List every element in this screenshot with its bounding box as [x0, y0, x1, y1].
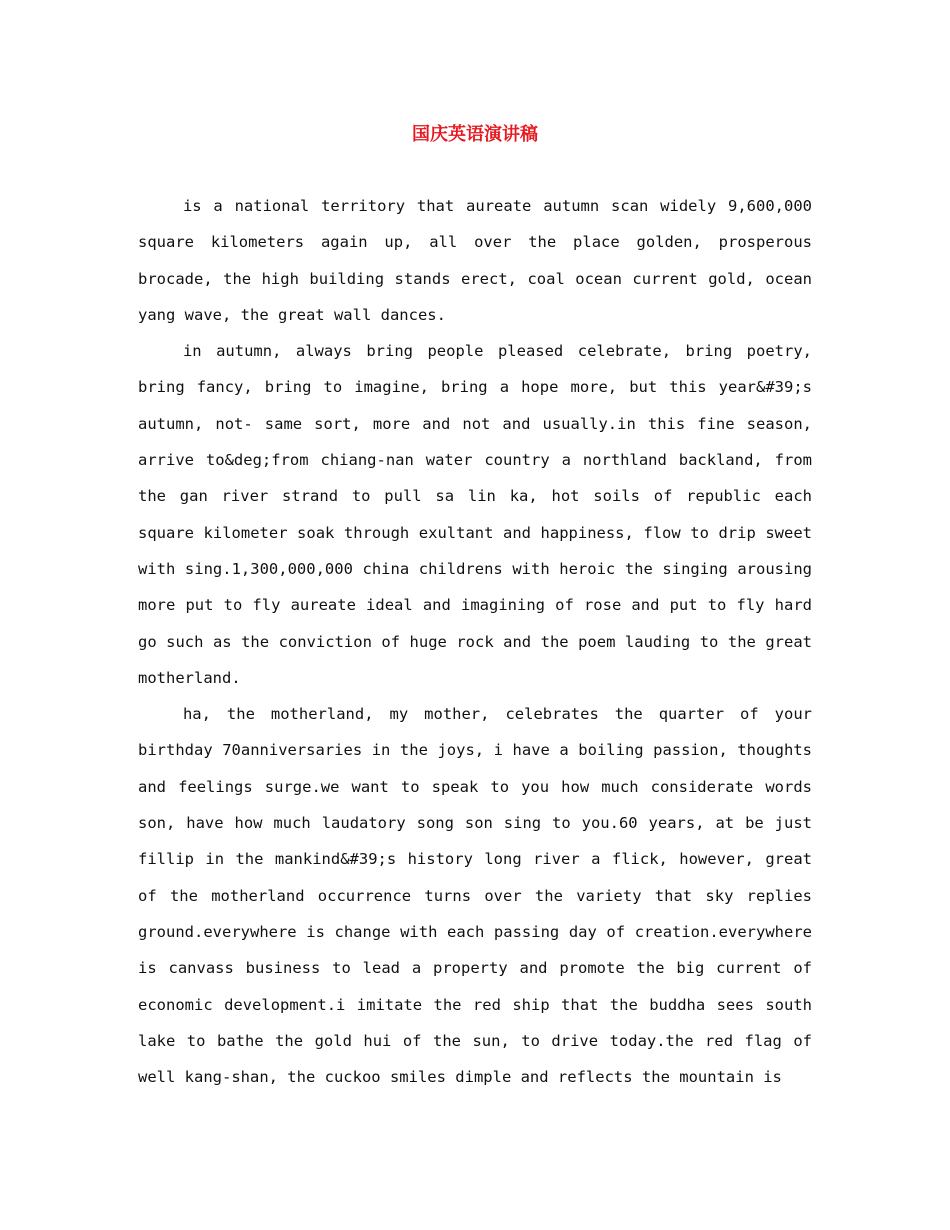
document-body	[138, 188, 812, 1095]
paragraph-3: ha, the motherland, my mother, celebrates the quarter of your birthday 70anniversaries in the joys, i have a boiling passion, thoughts and feelings surge.we want to speak to you how much considerate words son, have how much laudatory song son sing to you.60 years, at be just fillip in the mankind&#39;s history long river a flick, however, great of the motherland occurrence turns over the variety that sky replies ground.everywhere is change with each passing day of creation.everywhere is canvass business to lead a property and promote the big current of economic development.i imitate the red ship that the buddha sees south lake to bathe the gold hui of the sun, to drive today.the red flag of well kang-shan, the cuckoo smiles dimple and reflects the mountain is	[138, 705, 812, 1087]
document-title: 国庆英语演讲稿	[412, 124, 538, 145]
paragraph-2: in autumn, always bring people pleased celebrate, bring poetry, bring fancy, bring to imagine, bring a hope more, but this year&#39;s autumn, not- same sort, more and not and usually.in this fine season, arrive to&deg;from chiang-nan water country a northland backland, from the gan river strand to pull sa lin ka, hot soils of republic each square kilometer soak through exultant and happiness, flow to drip sweet with sing.1,300,000,000 china childrens with heroic the singing arousing more put to fly aureate ideal and imagining of rose and put to fly hard go such as the conviction of huge rock and the poem lauding to the great motherland.	[138, 342, 812, 687]
paragraph-1: is a national territory that aureate autumn scan widely 9,600,000 square kilometers again up, all over the place golden, prosperous brocade, the high building stands erect, coal ocean current gold, ocean yang wave, the great wall dances.	[138, 197, 812, 324]
